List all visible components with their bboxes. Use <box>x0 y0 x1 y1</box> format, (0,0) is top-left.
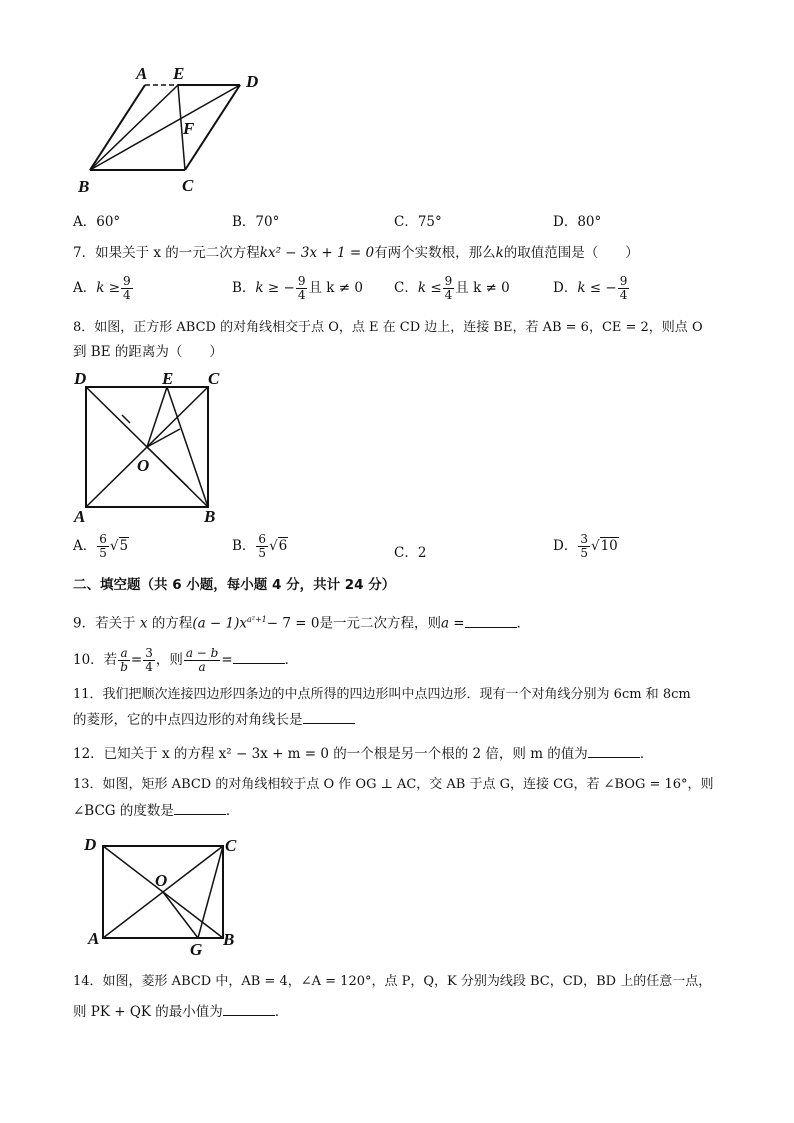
q10-stem: 10．若 $\frac{a}{b}$ = $\frac{3}{4}$ ，则 $\frac{a - b}{a}$ = ． <box>73 646 299 674</box>
q7-option-a: A．k ≥ $\frac{9}{4}$ <box>73 274 131 302</box>
label-E: E <box>173 64 185 83</box>
label-C: C <box>208 369 220 388</box>
q14-stem-line1: 14．如图，菱形 ABCD 中，AB = 4，∠A = 120°，点 P，Q，K 分别为线段 BC，CD，BD 上的任意一点， <box>73 974 712 989</box>
q6-option-c: C．75° <box>394 214 442 230</box>
q8-option-b: B． $\frac{6}{5}$ √6 <box>232 532 288 560</box>
q7-option-d: D．k ≤ − $\frac{9}{4}$ <box>553 274 628 302</box>
section-heading: 二、填空题（共 6 小题，每小题 4 分，共计 24 分） <box>73 577 396 593</box>
label-G: G <box>190 940 203 958</box>
q11-stem-line2: 的菱形，它的中点四边形的对角线长是 <box>73 710 355 730</box>
label-E: E <box>162 369 174 388</box>
label-A: A <box>136 64 148 83</box>
q8-stem-line2: 到 BE 的距离为（ ） <box>73 344 223 360</box>
q7-stem: 7．如果关于 x 的一元二次方程kx² − 3x + 1 = 0有两个实数根，那么k的取值范围是（ ） <box>73 245 639 261</box>
label-B: B <box>223 930 235 949</box>
q8-option-c: C．2 <box>394 545 427 561</box>
label-A: A <box>88 929 100 948</box>
label-O: O <box>137 456 150 475</box>
label-C: C <box>182 176 194 195</box>
label-F: F <box>183 119 195 138</box>
q7-option-c: C．k ≤ $\frac{9}{4}$ 且 k ≠ 0 <box>394 274 510 302</box>
q12-stem: 12．已知关于 x 的方程 x² − 3x + m = 0 的一个根是另一个根的 2 倍，则 m 的值为 ． <box>73 746 654 762</box>
q13-stem-line2: ∠BCG 的度数是 ． <box>73 803 240 819</box>
q8-stem-line1: 8．如图，正方形 ABCD 的对角线相交于点 O，点 E 在 CD 边上，连接 BE，若 AB = 6，CE = 2，则点 O <box>73 320 703 335</box>
label-B: B <box>204 507 216 526</box>
q9-stem: 9．若关于 x 的方程$(a - 1)x^{a^2+1}- 7 = 0$是一元二次方程，则a = ． <box>73 615 531 632</box>
q7-option-b: B．k ≥ − $\frac{9}{4}$ 且 k ≠ 0 <box>232 274 363 302</box>
label-B: B <box>78 177 90 196</box>
q8-option-d: D． $\frac{3}{5}$ √10 <box>553 532 618 560</box>
label-A: A <box>74 507 86 526</box>
q11-stem-line1: 11．我们把顺次连接四边形四条边的中点所得的四边形叫中点四边形．现有一个对角线分别为 6cm 和 8cm <box>73 687 691 702</box>
q8-option-a: A． $\frac{6}{5}$ √5 <box>73 532 129 560</box>
label-D: D <box>74 369 87 388</box>
figure-square <box>70 365 230 530</box>
q6-option-b: B．70° <box>232 214 280 230</box>
q6-option-a: A．60° <box>73 214 121 230</box>
q13-stem-line1: 13．如图，矩形 ABCD 的对角线相较于点 O 作 OG ⊥ AC，交 AB 于点 G，连接 CG，若 ∠BOG = 16°，则 <box>73 777 714 792</box>
q6-option-d: D．80° <box>553 214 602 230</box>
label-D: D <box>84 835 97 854</box>
label-O: O <box>155 871 168 890</box>
label-D: D <box>246 72 259 91</box>
figure-parallelogram <box>70 60 270 200</box>
label-C: C <box>225 836 237 855</box>
q14-stem-line2: 则 PK + QK 的最小值为 ． <box>73 1004 289 1020</box>
figure-rectangle <box>80 828 260 958</box>
